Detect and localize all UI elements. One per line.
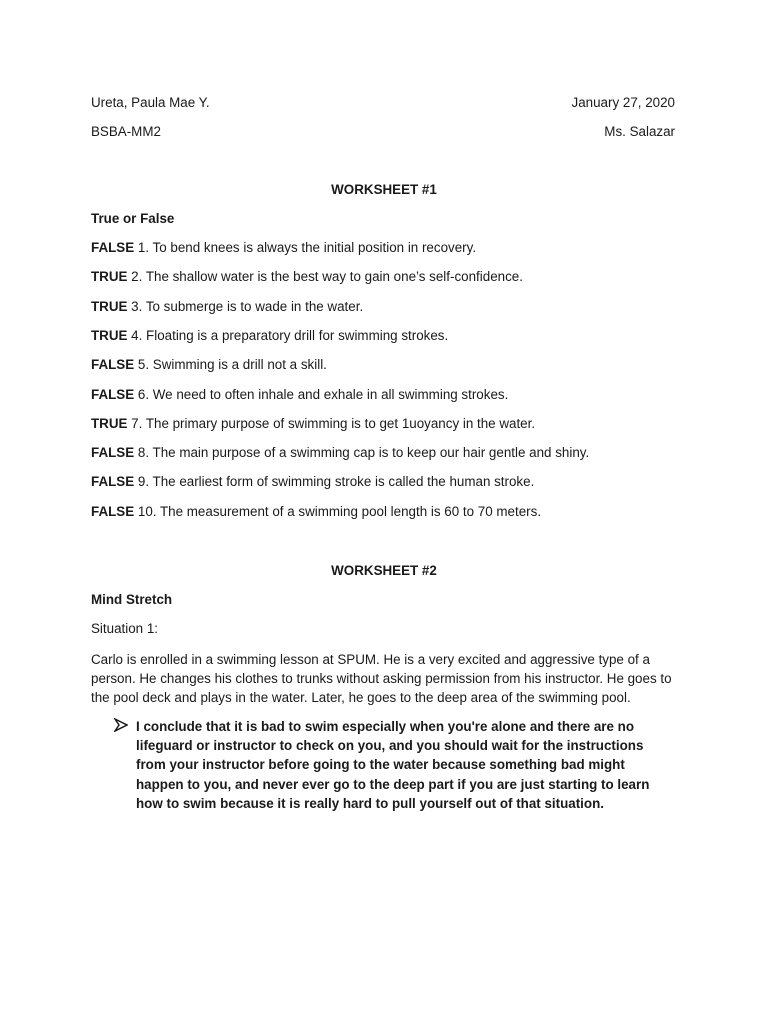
true-false-item (91, 416, 535, 431)
worksheet-2-subtitle: Mind Stretch (91, 592, 173, 607)
answer-label: TRUE (91, 416, 128, 431)
true-false-item (91, 269, 523, 284)
situation-label: Situation 1: (91, 621, 158, 636)
answer-label: FALSE (91, 240, 135, 255)
statement-text: 2. The shallow water is the best way to gain one’s self-confidence. (127, 269, 523, 284)
true-false-item (91, 328, 448, 343)
teacher-name: Ms. Salazar (604, 124, 675, 139)
arrowhead-bullet-icon (114, 718, 128, 732)
statement-text: 5. Swimming is a drill not a skill. (134, 357, 327, 372)
true-false-item (91, 240, 476, 255)
answer-label: FALSE (91, 387, 135, 402)
true-false-item (91, 445, 589, 460)
statement-text: 8. The main purpose of a swimming cap is to keep our hair gentle and shiny. (134, 445, 590, 460)
statement-text: 4. Floating is a preparatory drill for swimming strokes. (127, 328, 449, 343)
statement-text: 6. We need to often inhale and exhale in all swimming strokes. (134, 387, 509, 402)
situation-paragraph: Carlo is enrolled in a swimming lesson at SPUM. He is a very excited and aggressive type of a person. He changes his clothes to trunks without asking permission from his instructor. He goes to the pool deck and plays in the water. Later, he goes to the deep area of the swimming pool. (91, 652, 672, 705)
true-false-item (91, 357, 327, 372)
statement-text: 1. To bend knees is always the initial position in recovery. (134, 240, 477, 255)
statement-text: 10. The measurement of a swimming pool length is 60 to 70 meters. (134, 504, 542, 519)
worksheet-2-title: WORKSHEET #2 (331, 563, 437, 578)
answer-label: TRUE (91, 299, 128, 314)
true-false-item (91, 474, 534, 489)
worksheet-1-title: WORKSHEET #1 (331, 182, 437, 197)
statement-text: 3. To submerge is to wade in the water. (127, 299, 364, 314)
student-name: Ureta, Paula Mae Y. (91, 95, 210, 110)
answer-label: FALSE (91, 357, 135, 372)
conclusion-text: I conclude that it is bad to swim especially when you're alone and there are no lifeguard or instructor to check on you, and you should wait for the instructions from your instructor before going to the water because something bad might happen to you, and never ever go to the deep part if you are just starting to learn how to swim because it is really hard to pull yourself out of that situation. (136, 719, 650, 811)
worksheet-1-subtitle: True or False (91, 211, 175, 226)
answer-label: FALSE (91, 445, 135, 460)
answer-label: FALSE (91, 504, 135, 519)
answer-label: TRUE (91, 269, 128, 284)
course-section: BSBA-MM2 (91, 124, 161, 139)
answer-label: TRUE (91, 328, 128, 343)
true-false-item (91, 299, 363, 314)
document-date: January 27, 2020 (571, 95, 675, 110)
true-false-item (91, 387, 508, 402)
statement-text: 9. The earliest form of swimming stroke is called the human stroke. (134, 474, 535, 489)
true-false-item (91, 504, 541, 519)
statement-text: 7. The primary purpose of swimming is to get 1uoyancy in the water. (127, 416, 536, 431)
answer-label: FALSE (91, 474, 135, 489)
